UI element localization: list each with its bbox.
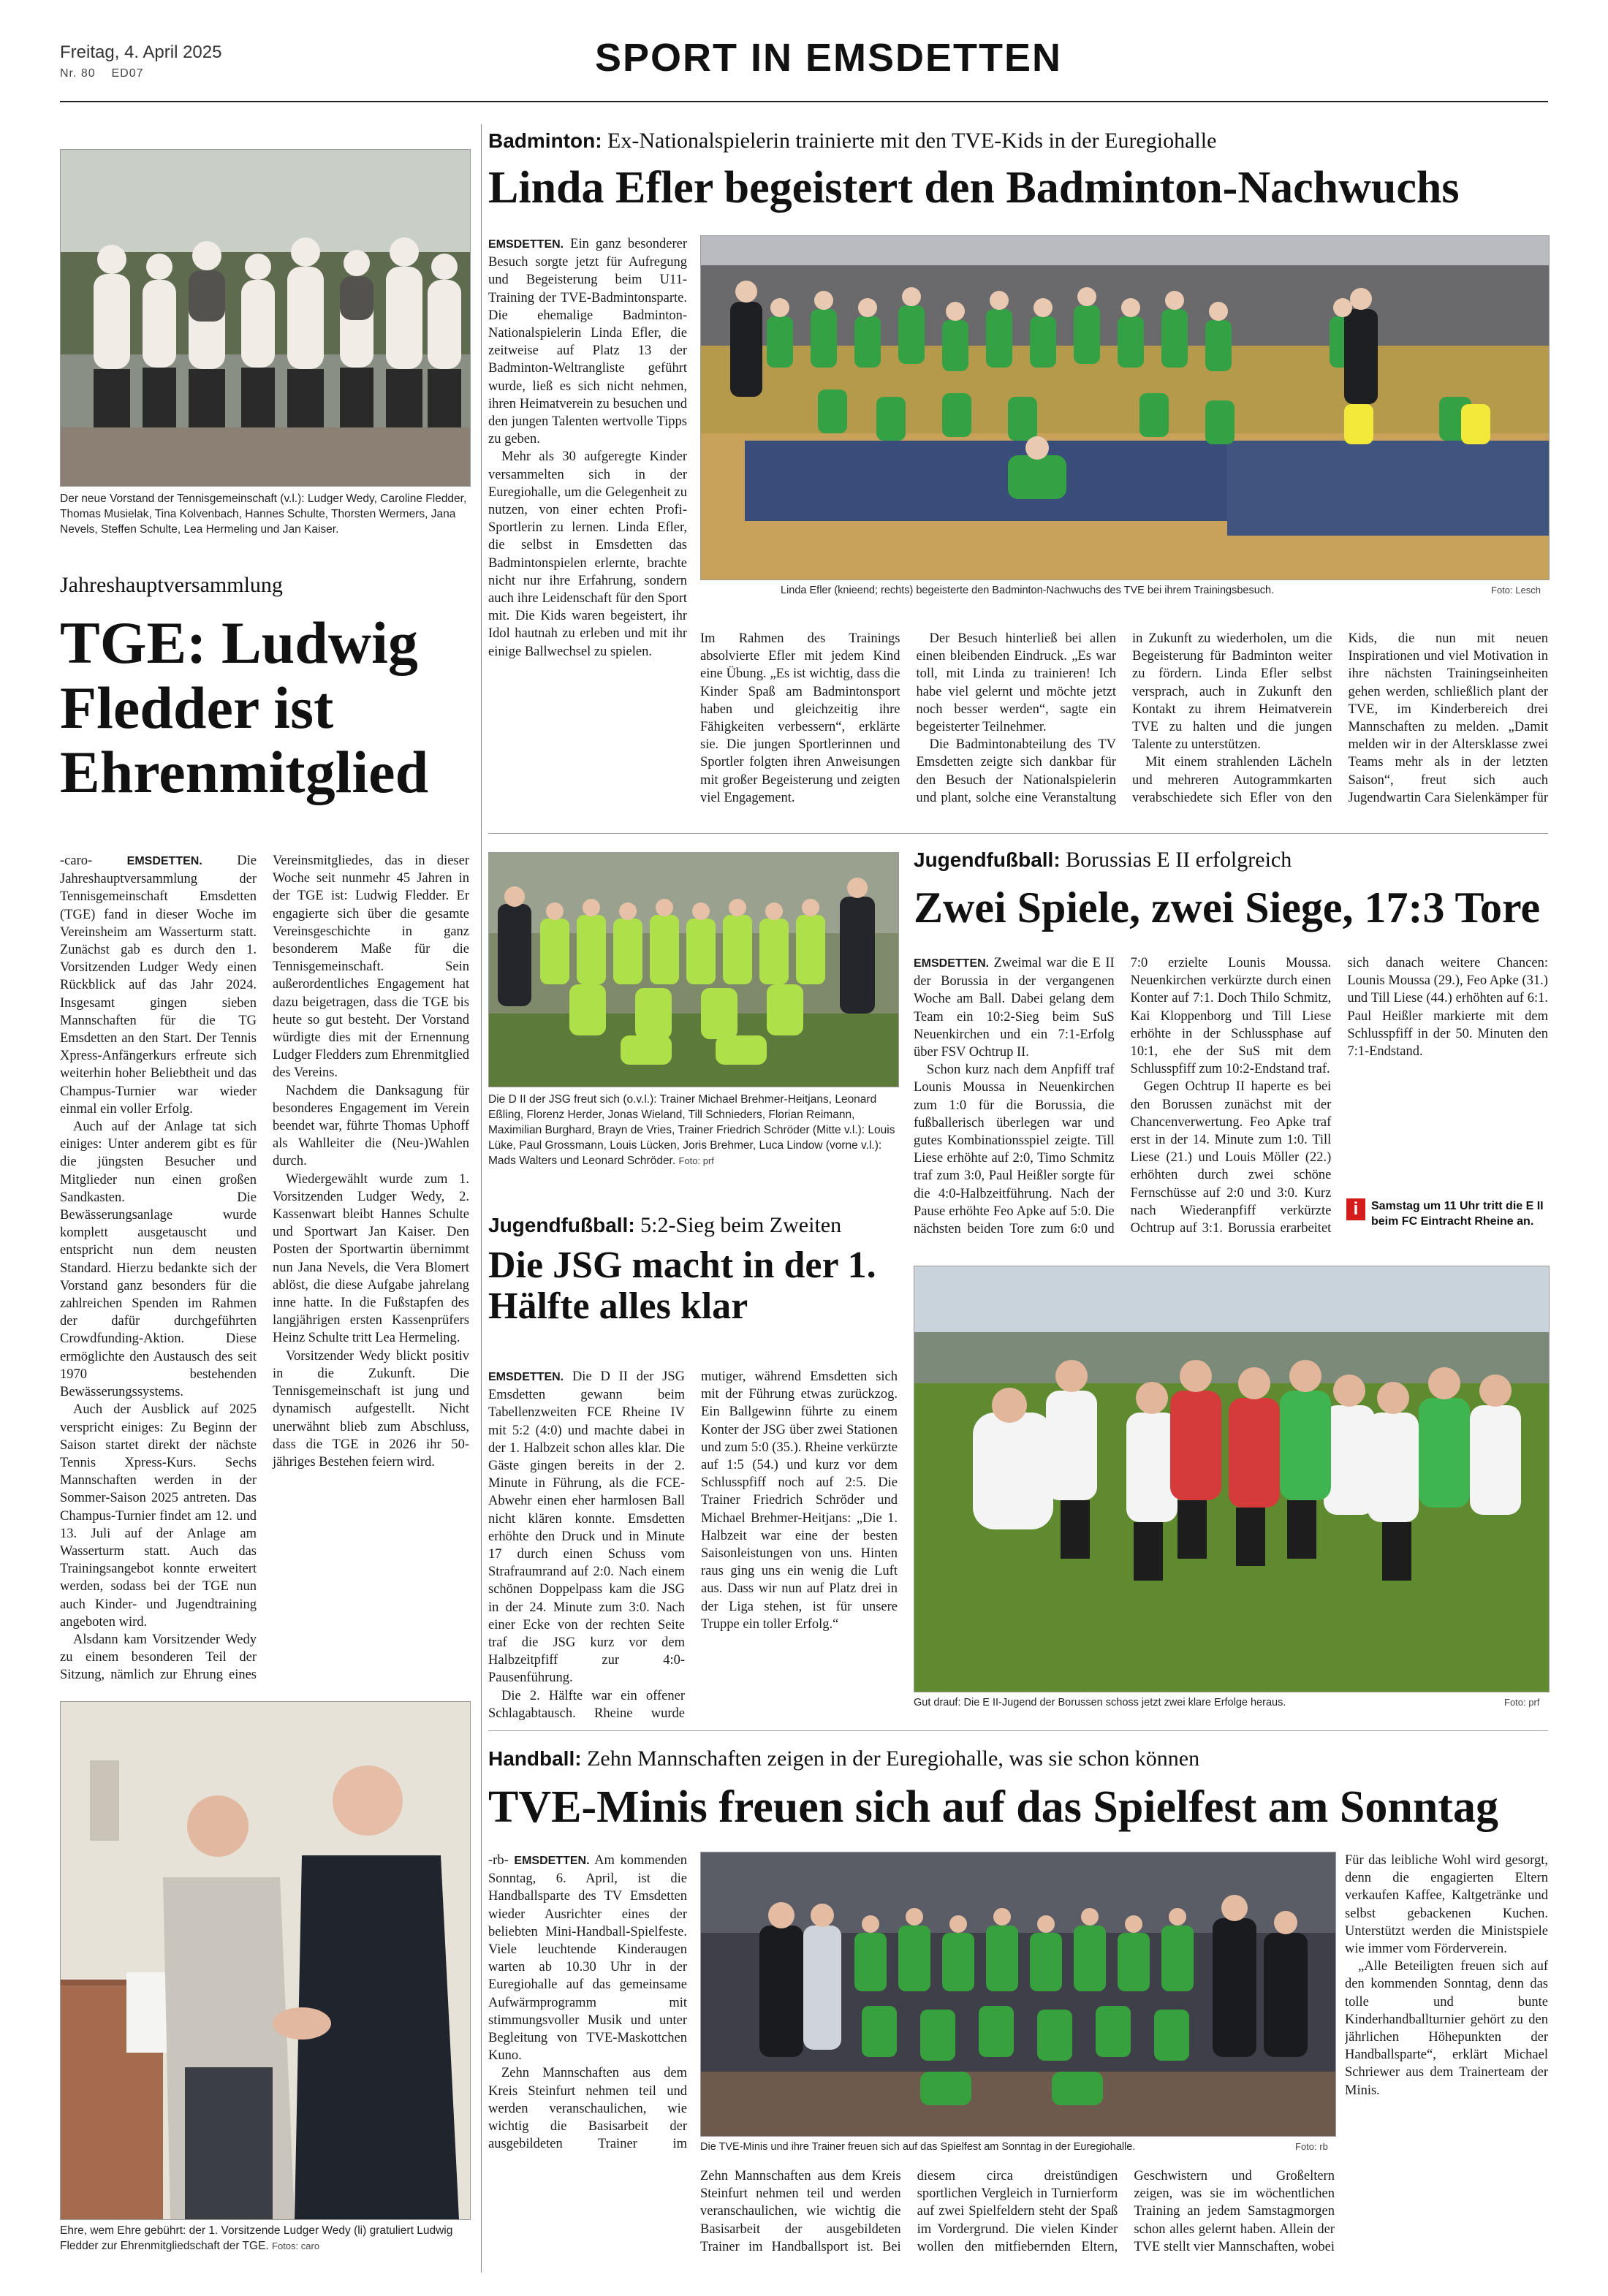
- handball-body-right: Für das leibliche Wohl wird gesorgt, denn die engagierten Eltern verkaufen Kaffee, Kaltgetränke und selbst gebackenen Kuchen. Unterstützt werden die Ministspiele wie immer vom Förderverein. „Alle Beteiligten freuen sich auf den kommenden Sonntag, denn das tolle und bunte Kinderhandballturnier gehört zu den jährlichen Höhepunkten der Handballsparte“, erklärt Michael Schriewer aus dem Trainerteam der Minis.: [1345, 1853, 1548, 2098]
- borussia-info-box: Samstag um 11 Uhr tritt die E II beim FC Eintracht Rheine an.: [1371, 1200, 1544, 1228]
- borussia-kicker: Jugendfußball: Borussias E II erfolgreich: [914, 848, 1292, 872]
- jsg-headline: Die JSG macht in der 1. Hälfte alles klar: [488, 1244, 876, 1328]
- badminton-section-rule: [488, 833, 1548, 834]
- badminton-body-continued: Im Rahmen des Trainings absolvierte Efler mit jedem Kind eine Übung. „Es ist wichtig, dass die Kinder Spaß am Badmintonsport haben und gleichzeitig ihre Fähigkeiten verbessern“, erklärte sie. Die jungen Sportlerinnen und Sportler folgten ihren Anweisungen mit großer Begeisterung und zeigten viel Engagement. Der Besuch hinterließ bei allen einen bleibenden Eindruck. „Es war toll, mit Linda zu trainieren! Ich habe viel gelernt und möchte jetzt noch besser werden“, sagte ein begeisterter Teilnehmer. Die Badmintonabteilung des TV Emsdetten zeigte sich dankbar für den Besuch der Nationalspielerin und plant, solche eine Veranstaltung in Zukunft zu wiederholen, um die Begeisterung für Badminton weiter zu fördern. Linda Efler selbst versprach, auch in Zukunft den Kontakt zu ihrem Heimatverein TVE zu halten und die jungen Talente zu unterstützen. Mit einem strahlenden Lächeln und mehreren Autogrammkarten verabschiedete sich Efler von den Kids, die nun mit neuen Inspirationen und viel Motivation in ihre nächsten Trainingseinheiten gehen werden, schließlich plant der TVE, im Kinderbereich drei Mannschaften zu melden. „Damit melden wir in der Altersklasse zwei Teams mehr als in der letzten Saison“, freut sich auch Jugendwartin Cara Sielenkämper für: [700, 631, 1548, 805]
- handball-section-rule: [488, 1730, 1548, 1731]
- handball-photo-caption: Die TVE-Minis und ihre Trainer freuen sich auf das Spielfest am Sonntag in der Euregiohalle.: [700, 2141, 1136, 2153]
- tge-kicker: Jahreshauptversammlung: [60, 573, 283, 597]
- handball-body-bottom: Zehn Mannschaften aus dem Kreis Steinfurt nehmen teil und werden veranschaulichen, wie wichtig die Basisarbeit der ausgebildeten Trainer im Handballsport ist. Bei diesem circa dreistündigen sportlichen Vergleich in Turnierform auf zwei Spielfeldern steht der Spaß im Vordergrund. Die vielen Kinder wollen den mitfiebernden Eltern, Geschwistern und Großeltern zeigen, was sie im wöchentlichen Training an jedem Samstagmorgen schon alles gelernt haben. Allein der TVE stellt vier Mannschaften, wobei: [700, 2169, 1335, 2254]
- badminton-kicker: Badminton: Ex-Nationalspielerin trainierte mit den TVE-Kids in der Euregiohalle: [488, 129, 1217, 153]
- issue-number: Nr. 80 ED07: [60, 67, 144, 80]
- handball-minis-photo: [700, 1852, 1336, 2137]
- borussia-photo-credit: Foto: prf: [1504, 1697, 1540, 1708]
- borussia-photo-caption: Gut drauf: Die E II-Jugend der Borussen schoss jetzt zwei klare Erfolge heraus.: [914, 1697, 1286, 1708]
- info-icon: i: [1346, 1198, 1365, 1220]
- tge-article-body: -caro- EMSDETTEN. Die Jahreshauptversammlung der Tennisgemeinschaft Emsdetten (TGE) fand in dieser Woche im Vereinsheim am Wasserturm statt. Zunächst gab es durch den 1. Vorsitzenden Ludger Wedy einen Rückblick auf das Jahr 2024. Insgesamt gingen sieben Mannschaften für die TG Emsdetten an den Start. Der Tennis Xpress-Anfängerkurs erfreute sich weiterhin hoher Beliebtheit und das Champus-Turnier war wieder einmal ein voller Erfolg. Auch auf der Anlage tat sich einiges: Unter anderem gibt es für die jüngsten Besucher und Mitglieder nun einen großen Sandkasten. Die Bewässerungsanlage wurde komplett ausgetauscht und entspricht nun dem neusten Standard. Hierzu bedankte sich der Vorstand ganz besonders für die zahlreichen Spenden im Rahmen der dafür durchgeführten Crowdfunding-Aktion. Diese ermöglichte den Austausch des seit 1970 bestehenden Bewässerungssystems. Auch der Ausblick auf 2025 verspricht einiges: Zu Beginn der Saison startet direkt der nächste Tennis Xpress-Kurs. Sechs Mannschaften werden in der Sommer-Saison 2025 antreten. Das Champus-Turnier findet am 12. und 13. Juli auf der Anlage am Wasserturm statt. Auch das Trainingsangebot konnte erweitert werden, sodass bei der TGE nun auch Kinder- und Jugendtraining angeboten wird. Alsdann kam Vorsitzender Wedy zu einem besonderen Teil der Sitzung, nämlich zur Ehrung eines Vereinsmitgliedes, das in dieser Woche seit nunmehr 45 Jahren in der TGE ist: Ludwig Fledder. Er engagierte sich über die gesamte Vereinsgeschichte in ganz besonderem Maße für die Tennisgemeinschaft. Sein außerordentliches Engagement hat dazu beigetragen, dass die TGE bis heute so gut besteht. Der Vorstand würdigte dies mit der Ernennung Ludger Fledders zum Ehrenmitglied des Vereins. Nachdem die Danksagung für besonderes Engagement im Verein beendet war, führte Thomas Uphoff als Wahlleiter die (Neu-)Wahlen durch. Wiedergewählt wurde zum 1. Vorsitzenden Ludger Wedy, 2. Kassenwart bleibt Hannes Schulte und Sportwart Jan Kaiser. Den Posten der Sportwartin übernimmt nun Jana Nevels, die Vera Blomert ablöst, die diese Aufgabe jahrelang inne hatte. In die Fußstapfen des langjährigen ersten Kassenprüfers Heinz Schulte tritt Lea Hermeling. Vorsitzender Wedy blickt positiv in die Zukunft. Die Tennisgemeinschaft ist jung und dynamisch aufgestellt. Nicht unerwähnt blieb zum Abschluss, dass die TGE in 2026 ihr 50-jähriges Bestehen feiern wird.: [60, 854, 469, 1683]
- section-title: SPORT IN EMSDETTEN: [595, 36, 1063, 80]
- handball-headline: TVE-Minis freuen sich auf das Spielfest am Sonntag: [488, 1782, 1498, 1832]
- handball-photo-credit: Foto: rb: [1295, 2141, 1328, 2152]
- tennis-board-photo: [60, 149, 471, 487]
- honor-handshake-photo: [60, 1701, 471, 2220]
- borussia-article-body: EMSDETTEN. Zweimal war die E II der Borussia in der vergangenen Woche am Ball. Dabei gelang dem Team ein 10:2-Sieg beim SuS Neuenkirchen und ein 7:1-Erfolg über FSV Ochtrup II. Schon kurz nach dem Anpfiff traf Lounis Moussa in Neuenkirchen zum 1:0 für die Borussia, die fußballerisch überlegen war und gutes Kombinationsspiel zeigte. Till Liese erhöhte auf 2:0, Timo Schmitz traf zum 3:0, Paul Heißler sorgte für die 4:0-Halbzeitführung. Nach der Pause erhöhte Feo Apke auf 5:0. Die nächsten beiden Tore zum 6:0 und 7:0 erzielte Lounis Moussa. Neuenkirchen verkürzte durch einen Konter auf 7:1. Doch Thilo Schmitz, Kai Kloppenborg und Till Liese erhöhte in der Schlussphase auf 10:1, ehe der SuS mit dem Schlusspfiff zum 10:2-Endstand traf. Gegen Ochtrup II haperte es bei den Borussen zunächst mit der Chancenverwertung. Feo Apke traf erst in der 14. Minute zum 1:0. Till Liese (21.) und Louis Möller (22.) erhöhten durch zwei schöne Fernschüsse auf 2:0 und 3:0. Kurz nach Wiederanpfiff verkürzte Ochtrup auf 3:1. Borussia erarbeitet sich danach weitere Chancen: Lounis Moussa (29.), Feo Apke (31.) und Till Liese (44.) erhöhten auf 6:1. Paul Heißler markierte mit dem Schlusspfiff in der 50. Minuten den 7:1-Endstand.: [914, 956, 1548, 1237]
- badminton-photo-credit: Foto: Lesch: [1491, 585, 1541, 596]
- masthead-rule: [60, 101, 1548, 102]
- badminton-body-intro: EMSDETTEN. Ein ganz besonderer Besuch sorgte jetzt für Aufregung und Begeisterung beim U11-Training der TVE-Badmintonsparte. Die ehemalige Badminton-Nationalspielerin Linda Efler, die zeitweise auf Platz 13 der Badminton-Weltrangliste geführt wurde, ließ es sich nicht nehmen, ihren Heimatverein zu besuchen und den jungen Talenten wertvolle Tipps zu geben. Mehr als 30 aufgeregte Kinder versammelten sich in der Euregiohalle, um die Gelegenheit zu nutzen, von einer echten Profi-Sportlerin zu lernen. Linda Efler, die selbst in Emsdetten das Badmintonspielen erlernte, brachte nicht nur ihre Erfahrung, sondern auch ihre Leidenschaft für den Sport mit. Die Kids waren begeistert, ihr Idol hautnah zu erleben und mit ihr einige Ballwechsel zu spielen.: [488, 237, 687, 659]
- jsg-team-photo: [488, 852, 899, 1087]
- badminton-photo-caption: Linda Efler (knieend; rechts) begeisterte den Badminton-Nachwuchs des TVE bei ihrem Trainingsbesuch.: [781, 585, 1275, 596]
- column-divider: [481, 124, 482, 2273]
- tennis-board-caption: Der neue Vorstand der Tennisgemeinschaft (v.l.): Ludger Wedy, Caroline Fledder, Thomas Musielak, Tina Kolvenbach, Hannes Schulte, Thorsten Wermers, Jana Nevels, Steffen Schulte, Lea Hermeling und Jan Kaiser.: [60, 493, 467, 536]
- badminton-team-photo: [700, 235, 1550, 580]
- jsg-photo-caption: Die D II der JSG freut sich (o.v.l.): Trainer Michael Brehmer-Heitjans, Leonard Eßling, Florenz Herder, Jonas Wieland, Till Schnieders, Florian Reimann, Maximilian Burghard, Brayn de Vries, Trainer Friedrich Schröder (Mitte v.l.): Louis Lüke, Paul Grossmann, Louis Lücken, Joris Brehmer, Luca Lindow (vorne v.l.): Mads Walters und Leonard Schröder. Foto: prf: [488, 1093, 895, 1167]
- borussia-team-photo: [914, 1266, 1550, 1692]
- badminton-headline: Linda Efler begeistert den Badminton-Nachwuchs: [488, 163, 1460, 213]
- borussia-headline: Zwei Spiele, zwei Siege, 17:3 Tore: [914, 883, 1541, 932]
- jsg-kicker: Jugendfußball: 5:2-Sieg beim Zweiten: [488, 1213, 842, 1237]
- honor-photo-caption: Ehre, wem Ehre gebührt: der 1. Vorsitzende Ludger Wedy (li) gratuliert Ludwig Fledder zur Ehrenmitgliedschaft der TGE. Fotos: caro: [60, 2224, 453, 2252]
- tge-headline: TGE: Ludwig Fledder ist Ehrenmitglied: [60, 609, 429, 806]
- issue-date: Freitag, 4. April 2025: [60, 42, 222, 62]
- handball-kicker: Handball: Zehn Mannschaften zeigen in der Euregiohalle, was sie schon können: [488, 1746, 1200, 1771]
- handball-body-intro: -rb- EMSDETTEN. Am kommenden Sonntag, 6. April, ist die Handballsparte des TV Emsdetten wieder Ausrichter eines der beliebten Mini-Handball-Spielfeste. Viele leuchtende Kinderaugen warten ab 10.30 Uhr in der Euregiohalle auf das gemeinsame Aufwärmprogramm mit stimmungsvoller Musik und unter Begleitung von TVE-Maskottchen Kuno. Zehn Mannschaften aus dem Kreis Steinfurt nehmen teil und werden veranschaulichen, wie wichtig die Basisarbeit der ausgebildeten Trainer im: [488, 1853, 687, 2152]
- jsg-article-body: EMSDETTEN. Die D II der JSG Emsdetten gewann beim Tabellenzweiten FCE Rheine IV mit 5:2 (4:0) und machte dabei in der 1. Halbzeit schon alles klar. Die Gäste gingen bereits in der 2. Minute in Führung, als die FCE-Abwehr einen eher harmlosen Ball nicht klären konnte. Emsdetten erhöhte den Druck und in Minute 17 durch einen Schuss vom Strafraumrand auf 2:0. Nach einem schönen Doppelpass kam die JSG in der 24. Minute zum 3:0. Nach einer Ecke von der rechten Seite traf die JSG kurz vor dem Halbzeitpfiff zur 4:0-Pausenführung. Die 2. Hälfte war ein offener Schlagabtausch. Rheine wurde mutiger, während Emsdetten sich mit der Führung etwas zurückzog. Ein Ballgewinn führte zu einem Konter der JSG über zwei Stationen und zum 5:0 (35.). Rheine verkürzte auf 1:5 (54.) und kurz vor dem Schlusspfiff noch auf 2:5. Die Trainer Friedrich Schröder und Michael Brehmer-Heitjans: „Die 1. Halbzeit war eine der besten Saisonleistungen von uns. Hinten raus ging uns ein wenig die Luft aus. Dass wir nun auf Platz drei in der Liga stehen, ist für unsere Truppe ein toller Erfolg.“: [488, 1369, 898, 1721]
